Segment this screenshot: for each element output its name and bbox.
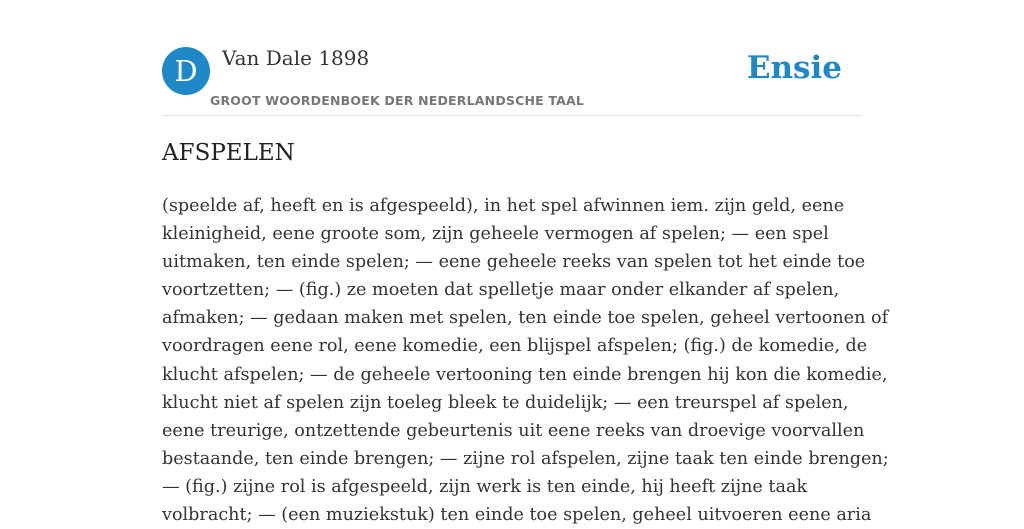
header-divider — [162, 115, 862, 116]
definition-line: bestaande, ten einde brengen; — zijne rol afspelen, zijne taak ten einde brengen; — [162, 448, 889, 469]
definition-line: eene treurige, ontzettende gebeurtenis uit eene reeks van droevige voorvallen — [162, 420, 865, 441]
dictionary-subtitle: GROOT WOORDENBOEK DER NEDERLANDSCHE TAAL — [210, 93, 585, 108]
definition-line: volbracht; — (een muziekstuk) ten einde toe spelen, geheel uitvoeren eene aria — [162, 505, 872, 526]
definition-line: (speelde af, heeft en is afgespeeld), in het spel afwinnen iem. zijn geld, eene — [162, 196, 845, 216]
entry-definition — [162, 192, 889, 529]
definition-line: afmaken; — gedaan maken met spelen, ten einde toe spelen, geheel vertoonen of — [162, 308, 889, 329]
dictionary-title-link[interactable]: Van Dale 1898 — [222, 46, 370, 70]
brand-logo-link[interactable]: Ensie — [746, 50, 842, 86]
dictionary-logo-icon[interactable]: D — [162, 47, 210, 95]
definition-line: klucht afspelen; — de geheele vertooning ten einde brengen hij kon die komedie, — [162, 364, 888, 385]
definition-line: kleinigheid, eene groote som, zijn geheele vermogen af spelen; — een spel — [162, 224, 829, 245]
definition-line: — (fig.) zijne rol is afgespeeld, zijn werk is ten einde, hij heeft zijne taak — [162, 476, 808, 497]
definition-line: klucht niet af spelen zijn toeleg bleek te duidelijk; — een treurspel af spelen, — [162, 392, 849, 413]
definition-line: voordragen eene rol, eene komedie, een blijspel afspelen; (fig.) de komedie, de — [162, 336, 868, 357]
entry-headword: AFSPELEN — [162, 140, 295, 166]
dictionary-header — [162, 46, 862, 116]
definition-line: voortzetten; — (fig.) ze moeten dat spelletje maar onder elkander af spelen, — [162, 280, 840, 301]
definition-line: uitmaken, ten einde spelen; — eene geheele reeks van spelen tot het einde toe — [162, 252, 866, 273]
